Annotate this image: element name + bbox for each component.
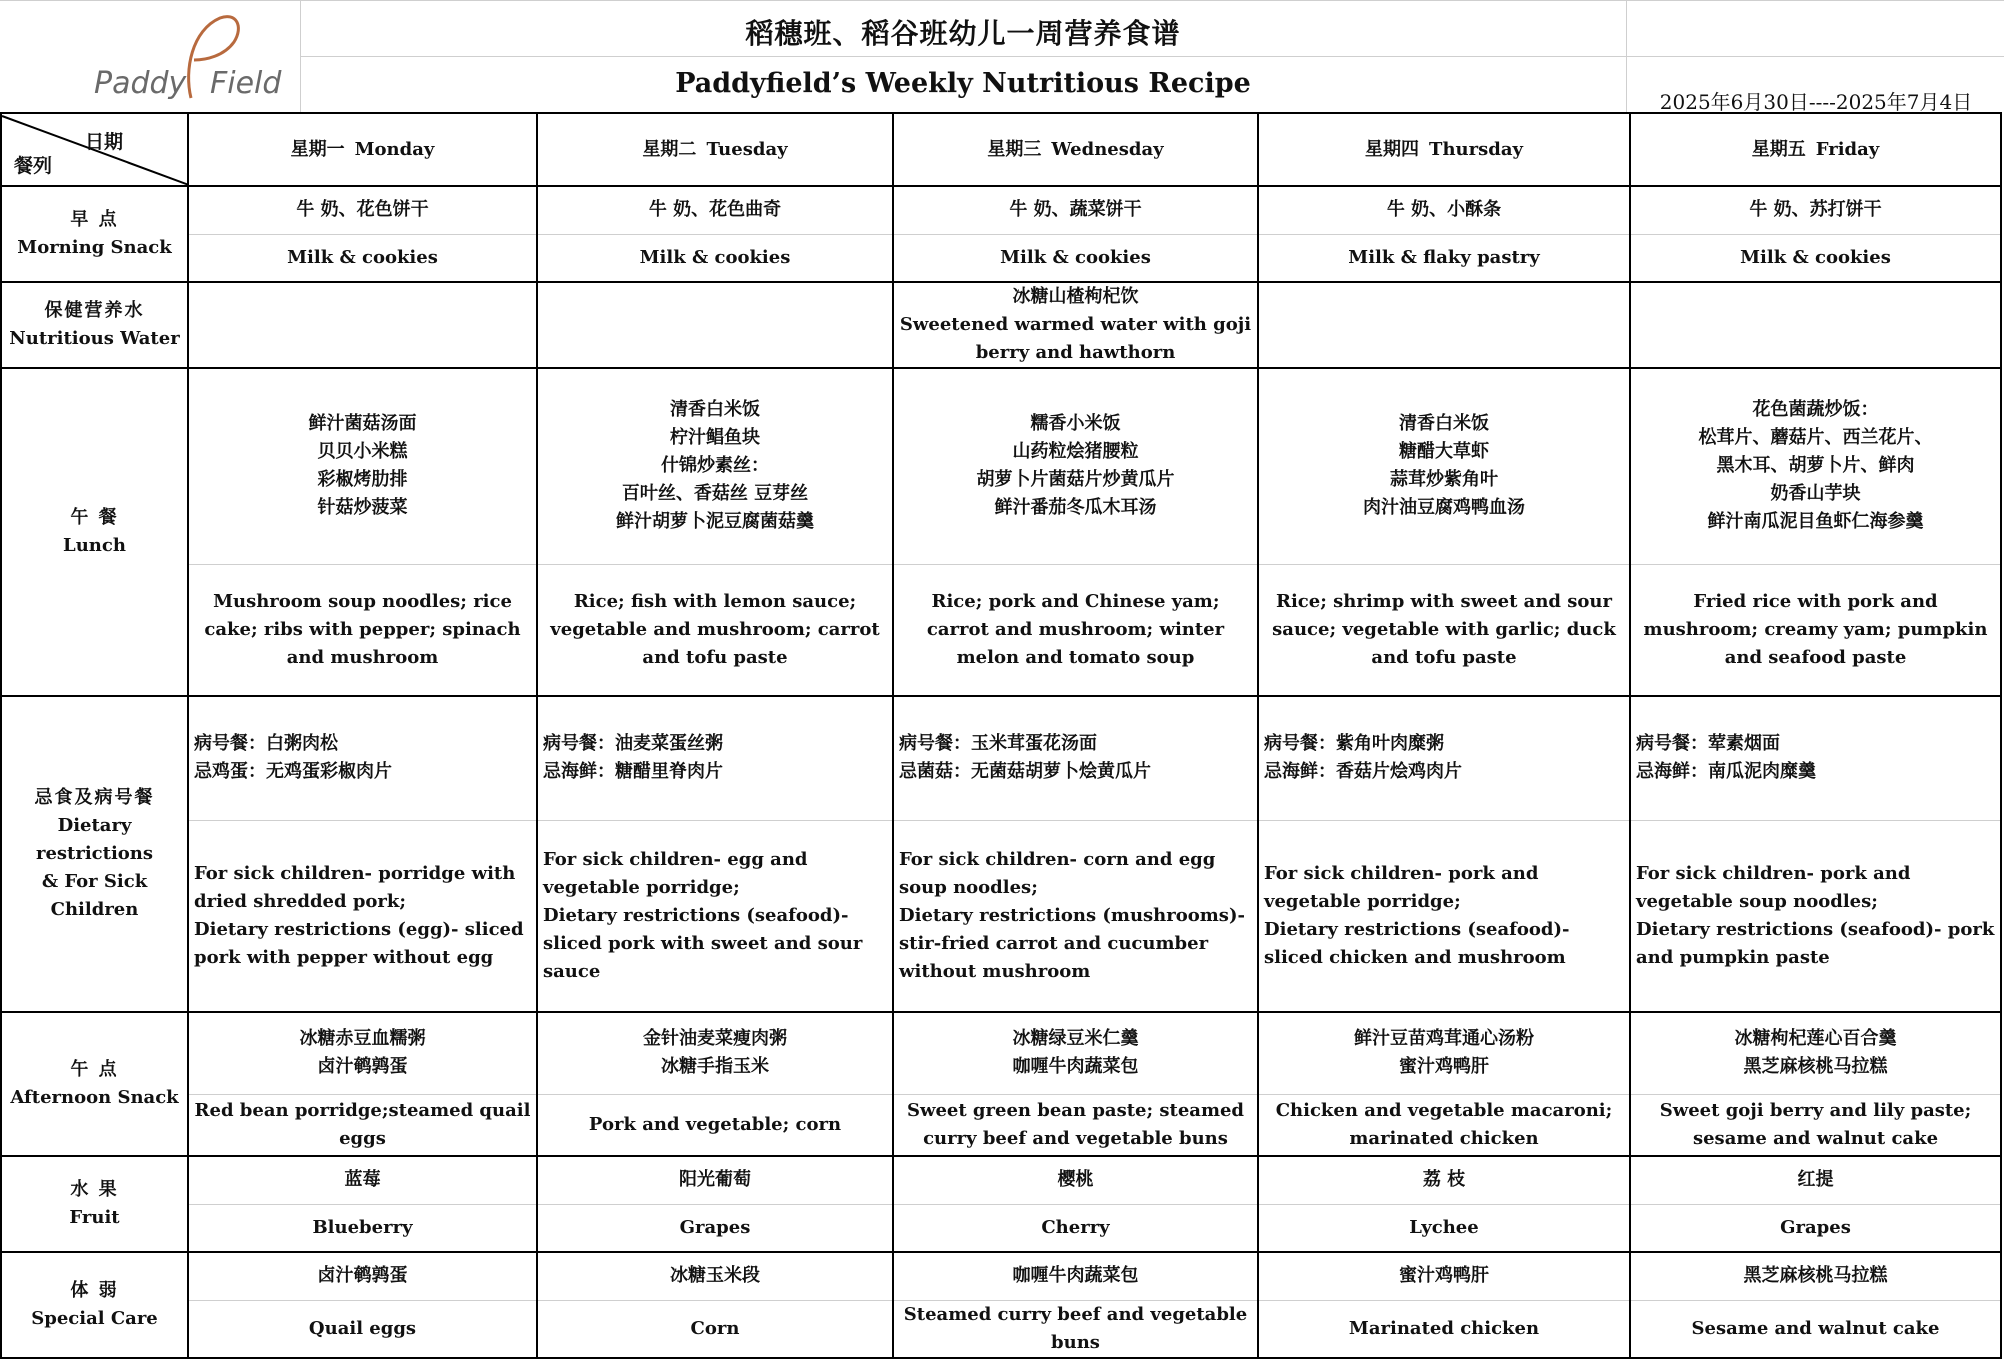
day-header-thursday <box>1258 113 1630 186</box>
menu-cell: 蓝莓 <box>188 1156 537 1204</box>
menu-cell: 蜜汁鸡鸭肝 <box>1258 1252 1630 1300</box>
day-en: Friday <box>1815 138 1880 160</box>
diet-line: For sick children- pork and vegetable porridge; <box>1264 862 1539 912</box>
menu-cell: Milk & cookies <box>1630 234 2001 282</box>
label-en: Lunch <box>63 535 126 556</box>
diet-line: 忌鸡蛋：无鸡蛋彩椒肉片 <box>194 761 392 783</box>
menu-cell-empty <box>537 282 893 368</box>
menu-cell: Red bean porridge;steamed quail eggs <box>188 1094 537 1156</box>
menu-cell: Blueberry <box>188 1204 537 1252</box>
diet-line: 忌海鲜：香菇片烩鸡肉片 <box>1264 761 1462 783</box>
menu-cell <box>893 282 1258 368</box>
dish: 花色菌蔬炒饭： <box>1752 399 1879 421</box>
dish: 清香白米饭 <box>670 399 760 421</box>
dish: 胡萝卜片菌菇片炒黄瓜片 <box>976 469 1175 491</box>
dish: 黑木耳、胡萝卜片、鲜肉 <box>1716 455 1915 477</box>
special-care-row-cn <box>1 1252 2001 1300</box>
water-en: Sweetened warmed water with goji berry and hawthorn <box>899 314 1252 363</box>
diet-line: 病号餐：荤素烟面 <box>1636 733 1780 755</box>
menu-cell-empty <box>188 282 537 368</box>
grid-line <box>1626 56 2004 57</box>
menu-cell: 牛 奶、小酥条 <box>1258 186 1630 234</box>
dish: 鲜汁南瓜泥目鱼虾仁海参羹 <box>1707 511 1924 533</box>
menu-table <box>0 112 2002 1359</box>
menu-cell <box>893 1012 1258 1094</box>
diet-line: 病号餐：玉米茸蛋花汤面 <box>899 733 1097 755</box>
dietary-row-en <box>1 820 2001 1012</box>
lunch-label <box>1 368 188 696</box>
menu-cell: 牛 奶、花色曲奇 <box>537 186 893 234</box>
dish: 黑芝麻核桃马拉糕 <box>1743 1056 1888 1078</box>
label-en: Dietary restrictions <box>35 815 154 864</box>
header <box>0 0 2004 112</box>
label-en: & For Sick Children <box>41 871 148 920</box>
menu-cell <box>188 820 537 1012</box>
menu-cell <box>1630 368 2001 564</box>
day-en: Tuesday <box>706 138 788 160</box>
afternoon-snack-row-en <box>1 1094 2001 1156</box>
menu-cell: Grapes <box>537 1204 893 1252</box>
diet-line: 忌海鲜：糖醋里脊肉片 <box>543 761 723 783</box>
diet-line: 病号餐：白粥肉松 <box>194 733 338 755</box>
menu-cell: Corn <box>537 1300 893 1358</box>
dietary-label <box>1 696 188 1012</box>
dish: 蒜茸炒紫角叶 <box>1390 469 1498 491</box>
day-header-tuesday <box>537 113 893 186</box>
menu-cell <box>893 696 1258 820</box>
menu-cell: 红提 <box>1630 1156 2001 1204</box>
day-en: Thursday <box>1429 138 1523 160</box>
menu-cell: Sesame and walnut cake <box>1630 1300 2001 1358</box>
dish: 糖醋大草虾 <box>1399 441 1489 463</box>
day-cn: 星期三 <box>987 138 1042 160</box>
menu-cell: Rice; fish with lemon sauce; vegetable and mushroom; carrot and tofu paste <box>537 564 893 696</box>
dish: 金针油麦菜瘦肉粥 <box>643 1028 787 1050</box>
menu-cell <box>188 1012 537 1094</box>
label-en: Morning Snack <box>17 237 172 258</box>
menu-cell: 牛 奶、苏打饼干 <box>1630 186 2001 234</box>
menu-cell: Mushroom soup noodles; rice cake; ribs with pepper; spinach and mushroom <box>188 564 537 696</box>
menu-cell: Sweet green bean paste; steamed curry beef and vegetable buns <box>893 1094 1258 1156</box>
fruit-label <box>1 1156 188 1252</box>
label-cn: 早 点 <box>70 209 119 230</box>
diet-line: For sick children- porridge with dried shredded pork; <box>194 862 516 912</box>
diet-line: For sick children- corn and egg soup noodles; <box>899 848 1216 898</box>
dish: 肉汁油豆腐鸡鸭血汤 <box>1363 497 1525 519</box>
menu-cell: 牛 奶、蔬菜饼干 <box>893 186 1258 234</box>
menu-cell: 阳光葡萄 <box>537 1156 893 1204</box>
label-cn: 午 点 <box>70 1059 119 1080</box>
grid-line <box>1626 0 1627 112</box>
diet-line: For sick children- pork and vegetable soup noodles; <box>1636 862 1911 912</box>
dish: 鲜汁胡萝卜泥豆腐菌菇羹 <box>616 511 814 533</box>
menu-cell <box>1630 820 2001 1012</box>
diet-line: Dietary restrictions (seafood)- pork and pumpkin paste <box>1636 918 1995 968</box>
day-cn: 星期五 <box>1751 138 1806 160</box>
day-header-wednesday <box>893 113 1258 186</box>
dish: 贝贝小米糕 <box>317 441 408 463</box>
menu-cell <box>1258 368 1630 564</box>
day-header-monday <box>188 113 537 186</box>
diet-line: 忌菌菇：无菌菇胡萝卜烩黄瓜片 <box>899 761 1151 783</box>
menu-cell <box>537 696 893 820</box>
special-care-row-en <box>1 1300 2001 1358</box>
menu-cell <box>893 820 1258 1012</box>
menu-cell <box>537 820 893 1012</box>
menu-cell: Milk & cookies <box>188 234 537 282</box>
label-en: Fruit <box>69 1207 120 1228</box>
menu-cell: Lychee <box>1258 1204 1630 1252</box>
label-en: Afternoon Snack <box>10 1087 179 1108</box>
dish: 冰糖手指玉米 <box>661 1056 769 1078</box>
dish: 针菇炒菠菜 <box>317 497 408 519</box>
day-cn: 星期二 <box>642 138 697 160</box>
menu-cell <box>188 368 537 564</box>
nutritious-water-label <box>1 282 188 368</box>
label-cn: 体 弱 <box>70 1279 119 1301</box>
menu-cell: Rice; pork and Chinese yam; carrot and mushroom; winter melon and tomato soup <box>893 564 1258 696</box>
dish: 松茸片、蘑菇片、西兰花片、 <box>1698 427 1933 449</box>
menu-cell: Grapes <box>1630 1204 2001 1252</box>
dish: 百叶丝、香菇丝 豆芽丝 <box>621 483 809 505</box>
dish: 咖喱牛肉蔬菜包 <box>1012 1056 1139 1078</box>
fruit-row-en <box>1 1204 2001 1252</box>
menu-cell <box>1630 696 2001 820</box>
nutritious-water-row <box>1 282 2001 368</box>
diet-line: Dietary restrictions (seafood)- sliced chicken and mushroom <box>1264 918 1570 968</box>
dish: 清香白米饭 <box>1399 413 1489 435</box>
label-cn: 忌食及病号餐 <box>34 787 155 808</box>
menu-cell: Cherry <box>893 1204 1258 1252</box>
diet-line: 忌海鲜：南瓜泥肉糜羹 <box>1636 761 1816 783</box>
dish: 冰糖枸杞莲心百合羹 <box>1734 1028 1897 1050</box>
menu-cell: Chicken and vegetable macaroni; marinated chicken <box>1258 1094 1630 1156</box>
menu-cell: Fried rice with pork and mushroom; creamy yam; pumpkin and seafood paste <box>1630 564 2001 696</box>
menu-cell: Marinated chicken <box>1258 1300 1630 1358</box>
menu-cell <box>1258 1012 1630 1094</box>
menu-cell <box>1630 1012 2001 1094</box>
dietary-row-cn <box>1 696 2001 820</box>
title-chinese: 稻穗班、稻谷班幼儿一周营养食谱 <box>745 17 1181 50</box>
corner-cell <box>1 113 188 186</box>
water-cn: 冰糖山楂枸杞饮 <box>1012 286 1139 307</box>
menu-cell: 樱桃 <box>893 1156 1258 1204</box>
title-english: Paddyfield’s Weekly Nutritious Recipe <box>675 68 1251 99</box>
menu-cell: Steamed curry beef and vegetable buns <box>893 1300 1258 1358</box>
menu-cell: Milk & cookies <box>893 234 1258 282</box>
afternoon-snack-label <box>1 1012 188 1156</box>
dish: 柠汁鲳鱼块 <box>670 427 760 449</box>
day-cn: 星期四 <box>1365 138 1420 160</box>
menu-cell: Milk & cookies <box>537 234 893 282</box>
paddyfield-logo <box>60 0 306 112</box>
dish: 鲜汁菌菇汤面 <box>308 413 417 435</box>
diet-line: For sick children- egg and vegetable porridge; <box>543 848 808 898</box>
dish: 糯香小米饭 <box>1030 413 1121 435</box>
fruit-row-cn <box>1 1156 2001 1204</box>
diet-line: 病号餐：油麦菜蛋丝粥 <box>543 733 723 755</box>
label-cn: 保健营养水 <box>44 300 145 321</box>
dish: 蜜汁鸡鸭肝 <box>1399 1056 1489 1078</box>
special-care-label <box>1 1252 188 1358</box>
menu-cell: 冰糖玉米段 <box>537 1252 893 1300</box>
afternoon-snack-row-cn <box>1 1012 2001 1094</box>
svg-text:Paddy: Paddy <box>94 66 187 101</box>
label-cn: 水 果 <box>70 1179 119 1200</box>
lunch-row-cn <box>1 368 2001 564</box>
dish: 鲜汁番茄冬瓜木耳汤 <box>994 497 1157 519</box>
label-cn: 午 餐 <box>70 507 119 528</box>
menu-cell-empty <box>1258 282 1630 368</box>
day-header-friday <box>1630 113 2001 186</box>
svg-text:Field: Field <box>210 66 282 101</box>
dish: 卤汁鹌鹑蛋 <box>317 1056 408 1078</box>
menu-cell <box>537 1012 893 1094</box>
dish: 冰糖赤豆血糯粥 <box>299 1028 426 1050</box>
diet-line: Dietary restrictions (egg)- sliced pork with pepper without egg <box>194 918 524 968</box>
morning-snack-label <box>1 186 188 282</box>
menu-cell-empty <box>1630 282 2001 368</box>
diet-line: Dietary restrictions (mushrooms)- stir-fried carrot and cucumber without mushroom <box>899 904 1245 982</box>
dish: 鲜汁豆苗鸡茸通心汤粉 <box>1354 1028 1534 1050</box>
menu-cell: 咖喱牛肉蔬菜包 <box>893 1252 1258 1300</box>
day-header-row <box>1 113 2001 186</box>
label-en: Special Care <box>31 1307 158 1329</box>
menu-cell <box>1258 696 1630 820</box>
diet-line: Dietary restrictions (seafood)- sliced pork with sweet and sour sauce <box>543 904 863 982</box>
dish: 奶香山芋块 <box>1770 483 1861 505</box>
dish: 山药粒烩猪腰粒 <box>1012 441 1139 463</box>
menu-cell: Sweet goji berry and lily paste; sesame and walnut cake <box>1630 1094 2001 1156</box>
menu-cell: Quail eggs <box>188 1300 537 1358</box>
menu-cell: Milk & flaky pastry <box>1258 234 1630 282</box>
menu-cell: 荔 枝 <box>1258 1156 1630 1204</box>
menu-cell <box>537 368 893 564</box>
day-en: Wednesday <box>1051 138 1164 160</box>
dish: 什锦炒素丝： <box>661 455 769 477</box>
morning-snack-row-en <box>1 234 2001 282</box>
menu-cell: 卤汁鹌鹑蛋 <box>188 1252 537 1300</box>
lunch-row-en <box>1 564 2001 696</box>
dish: 冰糖绿豆米仁羹 <box>1012 1028 1139 1050</box>
corner-meal-label: 餐列 <box>14 155 53 177</box>
menu-cell <box>1258 820 1630 1012</box>
menu-cell: 黑芝麻核桃马拉糕 <box>1630 1252 2001 1300</box>
morning-snack-row-cn <box>1 186 2001 234</box>
menu-cell: Pork and vegetable; corn <box>537 1094 893 1156</box>
diet-line: 病号餐：紫角叶肉糜粥 <box>1264 733 1444 755</box>
day-cn: 星期一 <box>290 138 345 160</box>
menu-cell: 牛 奶、花色饼干 <box>188 186 537 234</box>
menu-cell <box>188 696 537 820</box>
day-en: Monday <box>354 138 435 160</box>
dish: 彩椒烤肋排 <box>317 469 408 491</box>
label-en: Nutritious Water <box>9 328 180 349</box>
menu-cell: Rice; shrimp with sweet and sour sauce; vegetable with garlic; duck and tofu paste <box>1258 564 1630 696</box>
date-range: 2025年6月30日----2025年7月4日 <box>1659 90 1973 114</box>
grid-line <box>300 56 1626 57</box>
corner-date-label: 日期 <box>84 131 123 153</box>
menu-cell <box>893 368 1258 564</box>
